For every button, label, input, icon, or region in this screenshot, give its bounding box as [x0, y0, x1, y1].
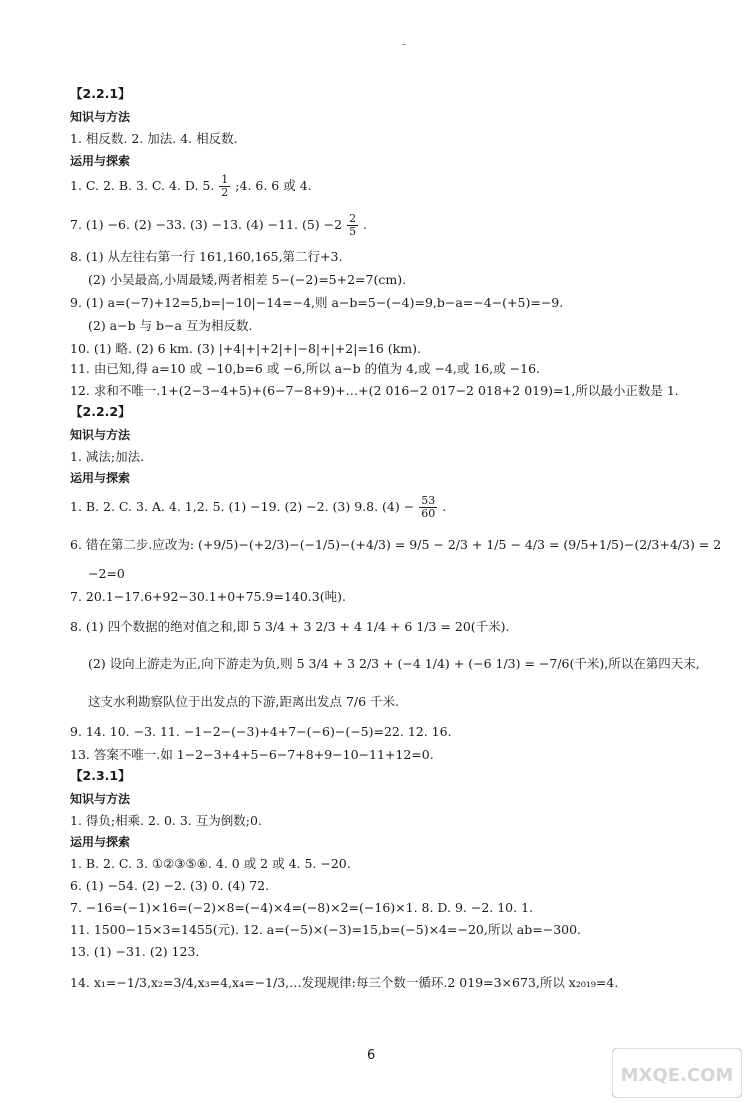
answer-line: 1. B. 2. C. 3. ①②③⑤⑥. 4. 0 或 2 或 4. 5. −20.	[70, 856, 351, 871]
scan-mark	[402, 44, 406, 45]
answer-line: 11. 1500−15×3=1455(元). 12. a=(−5)×(−3)=15,b=(−5)×4=−20,所以 ab=−300.	[70, 922, 582, 937]
section-title-2-2-2: 【2.2.2】	[70, 404, 131, 419]
fraction	[347, 213, 358, 238]
answer-line: 11. 由已知,得 a=10 或 −10,b=6 或 −6,所以 a−b 的值为 4,或 −4,或 16,或 −16.	[70, 361, 541, 376]
answer-line	[70, 213, 367, 238]
section-title-2-3-1: 【2.3.1】	[70, 768, 131, 783]
numerator: 1	[221, 173, 229, 186]
answer-line: 7. −16=(−1)×16=(−2)×8=(−4)×4=(−8)×2=(−16)×1. 8. D. 9. −2. 10. 1.	[70, 900, 534, 915]
answer-line: 1. 减法;加法.	[70, 449, 145, 464]
answer-text: 1. C. 2. B. 3. C. 4. D. 5.	[70, 178, 215, 193]
answer-line: 7. 20.1−17.6+92−30.1+0+75.9=140.3(吨).	[70, 589, 346, 604]
numerator: 53	[421, 494, 436, 507]
answer-line: (2) a−b 与 b−a 互为相反数.	[88, 318, 253, 333]
answer-line: 1. 相反数. 2. 加法. 4. 相反数.	[70, 131, 238, 146]
answer-line: 6. (1) −54. (2) −2. (3) 0. (4) 72.	[70, 878, 270, 893]
answer-line: 这支水利勘察队位于出发点的下游,距离出发点 7/6 千米.	[88, 694, 400, 709]
answer-line: 14. x₁=−1/3,x₂=3/4,x₃=4,x₄=−1/3,…发现规律:每三个数一循环.2 019=3×673,所以 x₂₀₁₉=4.	[70, 975, 619, 990]
heading-knowledge: 知识与方法	[70, 792, 131, 806]
fraction	[419, 495, 437, 520]
answer-text: 1. B. 2. C. 3. A. 4. 1,2. 5. (1) −19. (2) −2. (3) 9.8. (4) −	[70, 499, 415, 514]
denominator: 60	[421, 507, 436, 520]
heading-application: 运用与探索	[70, 154, 131, 168]
answer-line: 8. (1) 从左往右第一行 161,160,165,第二行+3.	[70, 249, 343, 264]
answer-line: 13. (1) −31. (2) 123.	[70, 944, 200, 959]
answer-line: 9. (1) a=(−7)+12=5,b=|−10|−14=−4,则 a−b=5−(−4)=9,b−a=−4−(+5)=−9.	[70, 295, 564, 310]
answer-line: 6. 错在第二步.应改为: (+9/5)−(+2/3)−(−1/5)−(+4/3) = 9/5 − 2/3 + 1/5 − 4/3 = (9/5+1/5)−(2/3+4/3) = 2	[70, 537, 722, 552]
answer-line: 9. 14. 10. −3. 11. −1−2−(−3)+4+7−(−6)−(−5)=22. 12. 16.	[70, 724, 452, 739]
heading-application: 运用与探索	[70, 835, 131, 849]
denominator: 5	[349, 225, 357, 238]
fraction	[219, 174, 230, 199]
answer-line: 8. (1) 四个数据的绝对值之和,即 5 3/4 + 3 2/3 + 4 1/4 + 6 1/3 = 20(千米).	[70, 619, 510, 634]
numerator: 2	[349, 212, 357, 225]
heading-knowledge: 知识与方法	[70, 428, 131, 442]
answer-line: 13. 答案不唯一.如 1−2−3+4+5−6−7+8+9−10−11+12=0.	[70, 747, 434, 762]
page-number: 6	[367, 1048, 376, 1063]
answer-line: (2) 小吴最高,小周最矮,两者相差 5−(−2)=5+2=7(cm).	[88, 272, 407, 287]
heading-knowledge: 知识与方法	[70, 110, 131, 124]
section-title-2-2-1: 【2.2.1】	[70, 86, 131, 101]
denominator: 2	[221, 186, 229, 199]
answer-text: .	[363, 217, 368, 232]
answer-line: 1. 得负;相乘. 2. 0. 3. 互为倒数;0.	[70, 813, 262, 828]
answer-line	[70, 174, 312, 199]
answer-text: .	[442, 499, 447, 514]
answer-line: 12. 求和不唯一.1+(2−3−4+5)+(6−7−8+9)+…+(2 016−2 017−2 018+2 019)=1,所以最小正数是 1.	[70, 383, 679, 398]
watermark-text: MXQE.COM	[620, 1065, 734, 1086]
answer-line: (2) 设向上游走为正,向下游走为负,则 5 3/4 + 3 2/3 + (−4 1/4) + (−6 1/3) = −7/6(千米),所以在第四天末,	[88, 656, 700, 671]
heading-application: 运用与探索	[70, 471, 131, 485]
answer-text: 7. (1) −6. (2) −33. (3) −13. (4) −11. (5) −2	[70, 217, 343, 232]
answer-text: ;4. 6. 6 或 4.	[235, 178, 312, 193]
answer-line: −2=0	[88, 566, 125, 581]
watermark-logo	[612, 1048, 742, 1098]
answer-line: 10. (1) 略. (2) 6 km. (3) |+4|+|+2|+|−8|+|+2|=16 (km).	[70, 341, 421, 356]
answer-line	[70, 495, 446, 520]
